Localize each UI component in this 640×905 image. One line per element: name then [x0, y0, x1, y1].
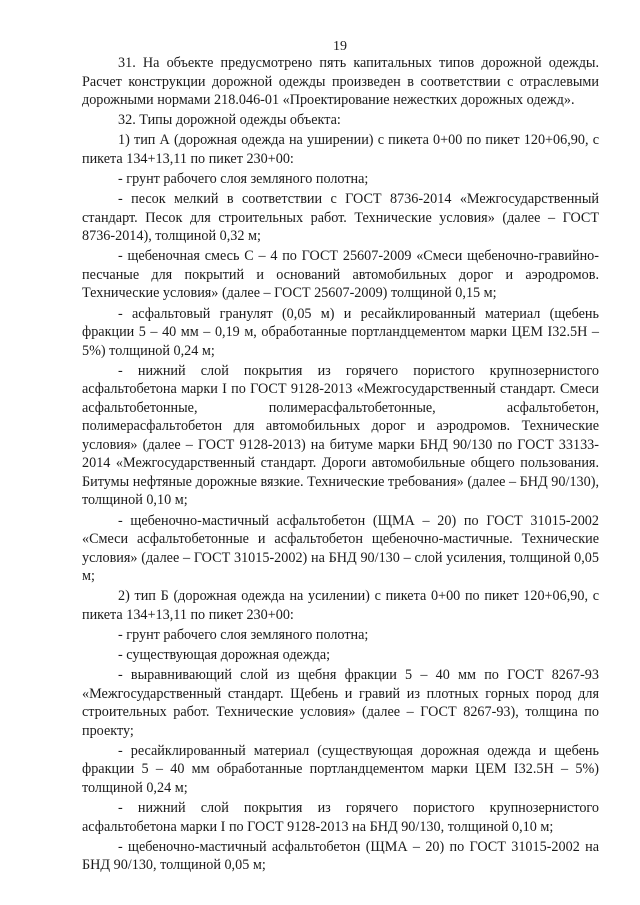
page-number: 19: [333, 39, 347, 54]
document-body: [82, 54, 599, 875]
paragraph-32: 32. Типы дорожной одежды объекта:: [118, 112, 341, 129]
type-b-layer-sma: - щебеночно-мастичный асфальтобетон (ЩМА – 20) по ГОСТ 31015-2002 на БНД 90/130, толщиной 0,05 м;: [82, 838, 599, 874]
type-b-layer-existing: - существующая дорожная одежда;: [118, 647, 331, 664]
type-a-layer-recycled: - асфальтовый гранулят (0,05 м) и ресайклированный материал (щебень фракции 5 – 40 мм – 0,19 м, обработанные портландцементом марки ЦЕМ I32.5Н – 5%) толщиной 0,24 м;: [82, 305, 599, 359]
paragraph-31: 31. На объекте предусмотрено пять капитальных типов дорожной одежды. Расчет конструкции дорожной одежды произведен в соответствии с отраслевыми дорожными нормами 218.046-01 «Проектирование нежестких дорожных одежд».: [82, 55, 599, 108]
type-a-layer-sma: - щебеночно-мастичный асфальтобетон (ЩМА – 20) по ГОСТ 31015-2002 «Смеси асфальтобетонные и асфальтобетон щебеночно-мастичные. Технические условия» (далее – ГОСТ 31015-2002) на БНД 90/130 – слой усиления, толщиной 0,05 м;: [82, 512, 599, 584]
type-b-heading: 2) тип Б (дорожная одежда на усилении) с пикета 0+00 по пикет 120+06,90, с пикета 134+13,11 по пикет 230+00:: [82, 588, 599, 623]
type-b-layer-lower-asphalt: - нижний слой покрытия из горячего пористого крупнозернистого асфальтобетона марки I по ГОСТ 9128-2013 на БНД 90/130, толщиной 0,10 м;: [82, 800, 599, 835]
type-b-layer-recycled: - ресайклированный материал (существующая дорожная одежда и щебень фракции 5 – 40 мм обработанные портландцементом марки ЦЕМ I32.5Н – 5%) толщиной 0,24 м;: [82, 742, 599, 796]
type-a-layer-gravel-mix: - щебеночная смесь С – 4 по ГОСТ 25607-2009 «Смеси щебеночно-гравийно-песчаные для покрытий и оснований автомобильных дорог и аэродромов. Технические условия» (далее – ГОСТ 25607-2009) толщиной 0,15 м;: [82, 248, 599, 302]
type-b-layer-leveling: - выравнивающий слой из щебня фракции 5 – 40 мм по ГОСТ 8267-93 «Межгосударственный стандарт. Щебень и гравий из плотных горных пород для строительных работ. Технические условия» (далее – ГОСТ 8267-93), толщина по проекту;: [82, 667, 599, 739]
type-a-layer-sand: - песок мелкий в соответствии с ГОСТ 8736-2014 «Межгосударственный стандарт. Песок для строительных работ. Технические условия» (далее – ГОСТ 8736-2014), толщиной 0,32 м;: [82, 191, 599, 245]
type-a-layer-subgrade: - грунт рабочего слоя земляного полотна;: [118, 171, 369, 188]
type-b-layer-subgrade: - грунт рабочего слоя земляного полотна;: [118, 626, 369, 643]
type-a-heading: 1) тип А (дорожная одежда на уширении) с пикета 0+00 по пикет 120+06,90, с пикета 134+13,11 по пикет 230+00:: [82, 132, 599, 167]
type-a-layer-lower-asphalt: - нижний слой покрытия из горячего пористого крупнозернистого асфальтобетона марки I по ГОСТ 9128-2013 «Межгосударственный стандарт. Смеси асфальтобетонные, полимерасфальтобетонные, асфальтобетон, полимерасфальтобетон для автомобильных дорог и аэродромов. Технические условия» (далее – ГОСТ 9128-2013) на битуме марки БНД 90/130 по ГОСТ 33133-2014 «Межгосударственный стандарт. Дороги автомобильные общего пользования. Битумы нефтяные дорожные вязкие. Технические требования» (далее – БНД 90/130), толщиной 0,10 м;: [82, 362, 599, 509]
